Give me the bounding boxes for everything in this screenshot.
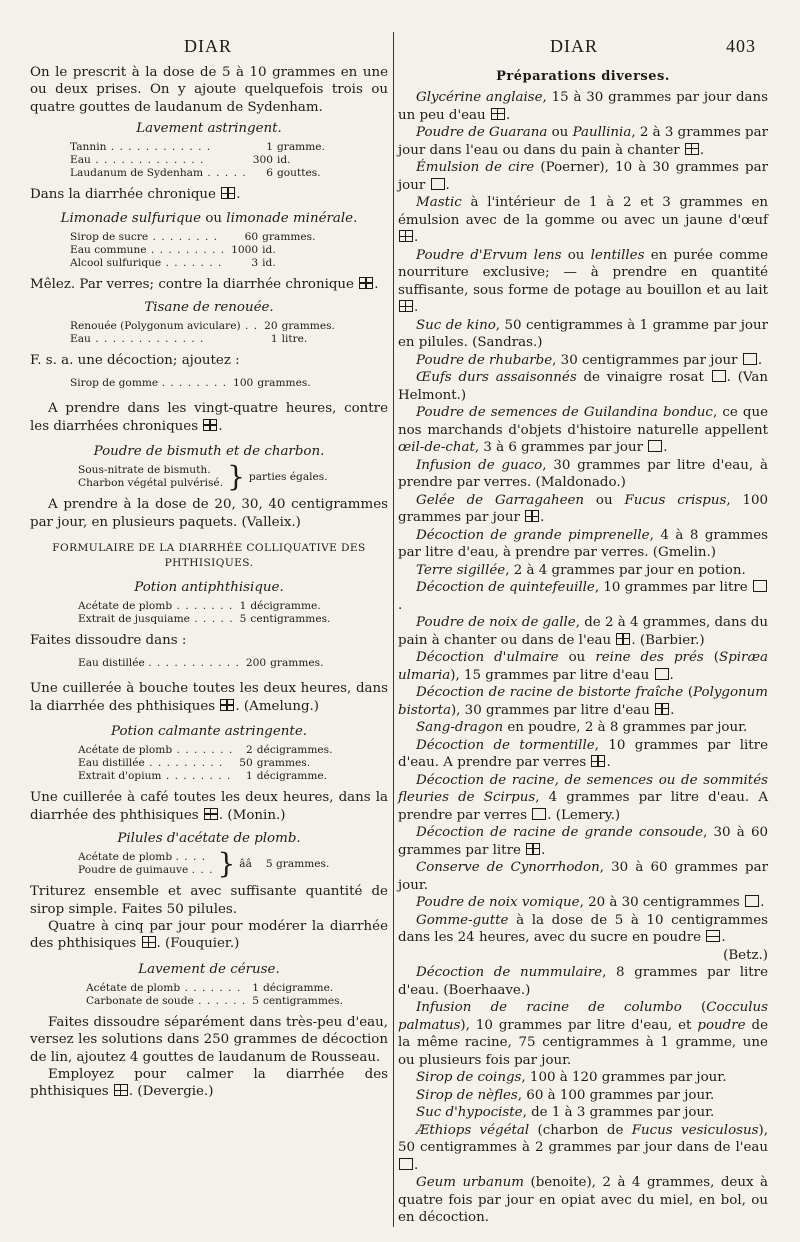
ingredient-qty: 2	[246, 744, 253, 757]
ingredient-qty: 1	[266, 141, 273, 154]
paragraph: Faites dissoudre dans :	[30, 633, 187, 649]
recipe-table	[70, 377, 311, 390]
preparation-item: Geum urbanum (benoite), 2 à 4 grammes, deux à quatre fois par jour en opiat avec du miel, en bol, ou en décoction.	[398, 1175, 768, 1225]
ingredient-qty: 6	[266, 167, 273, 180]
left-running-head: DIAR	[184, 36, 232, 56]
ingredient-qty: 5	[239, 613, 247, 626]
ingredient-unit: id.	[262, 256, 276, 269]
paragraph: F. s. a. une décoction; ajoutez :	[30, 353, 240, 369]
recipe-title: Lavement astringent.	[136, 121, 282, 137]
preparation-item: Décoction de racine, de semences ou de sommités fleuries de Scirpus, 4 grammes par litre d'eau. A prendre par verres . (Lemery.)	[398, 772, 768, 823]
ingredient-unit: gouttes.	[276, 167, 321, 180]
preparation-item: Terre sigillée, 2 à 4 grammes par jour en potion.	[416, 562, 746, 578]
ingredient-unit: id.	[276, 154, 291, 167]
ingredient-unit: grammes.	[281, 320, 335, 333]
empty-box-icon	[655, 668, 669, 680]
ingredient-name: Eau distillée . . . . . . . . . . .	[78, 657, 240, 670]
ingredient-unit: décigrammes.	[256, 744, 333, 757]
preparation-item: Émulsion de cire (Poerner), 10 à 30 grammes par jour .	[398, 160, 768, 193]
column-divider	[393, 32, 394, 1227]
preparation-item: Sirop de coings, 100 à 120 grammes par jour.	[416, 1070, 727, 1085]
recipe-table	[78, 744, 332, 783]
ingredient-name: Sirop de gomme . . . . . . . .	[70, 377, 228, 390]
recipe-table	[70, 141, 325, 180]
plus-box-icon	[220, 699, 234, 711]
empty-box-icon	[743, 353, 757, 365]
preparation-item: Décoction de grande pimprenelle, 4 à 8 grammes par litre d'eau, à prendre par verres. (Gmelin.)	[398, 527, 768, 560]
recipe-row	[86, 995, 343, 1008]
preparation-item: Décoction d'ulmaire ou reine des prés (Spiræa ulmaria), 15 grammes par litre d'eau .	[398, 650, 769, 683]
ingredient-name: Acétate de plomb . . . .	[78, 851, 207, 864]
preparation-item: Poudre de rhubarbe, 30 centigrammes par jour .	[416, 352, 763, 368]
recipe-brace: Sous-nitrate de bismuth. Charbon végétal pulvérisé. } parties égales.	[78, 460, 328, 494]
ingredient-qty: 5	[252, 994, 259, 1007]
preparation-item: Décoction de quintefeuille, 10 grammes par litre .	[398, 579, 768, 614]
preparation-item: Suc de kino, 50 centigrammes à 1 gramme par jour en pilules. (Sandras.)	[398, 317, 768, 350]
ingredient-name: Eau commune . . . . . . . . .	[70, 243, 226, 256]
preparation-item: Décoction de nummulaire, 8 grammes par litre d'eau. (Boerhaave.)	[398, 965, 768, 998]
preparation-item: Poudre de semences de Guilandina bonduc, ce que nos marchands d'objets d'histoire naturelle appellent œil-de-chat, 3 à 6 grammes par jour .	[398, 405, 768, 455]
recipe-table	[86, 982, 343, 1008]
ingredient-qty: 20	[264, 320, 278, 333]
ingredient-unit: 5 grammes.	[265, 857, 330, 870]
plus-box-icon	[525, 510, 539, 522]
preparation-item: Mastic à l'intérieur de 1 à 2 et 3 grammes en émulsion avec de la gomme ou avec un jaune d'œuf .	[398, 195, 768, 245]
recipe-table	[78, 657, 323, 670]
ingredient-unit: gramme.	[276, 141, 325, 154]
paragraph: Faites dissoudre séparément dans très-peu d'eau, versez les solutions dans 250 grammes de décoction de lin, ajoutez 4 gouttes de laudanum de Rousseau.	[30, 1014, 388, 1065]
recipe-title: Potion antiphthisique.	[134, 580, 284, 596]
preparation-item: Poudre de Guarana ou Paullinia, 2 à 3 grammes par jour dans l'eau ou dans du pain à chanter .	[398, 125, 768, 158]
preparation-item: Gelée de Garragaheen ou Fucus crispus, 100 grammes par jour .	[398, 492, 769, 525]
recipe-row	[70, 257, 315, 270]
plus-box-icon	[142, 936, 156, 948]
page-number: 403	[726, 36, 756, 56]
recipe-row	[70, 231, 315, 244]
ingredient-name: Charbon végétal pulvérisé.	[78, 477, 224, 490]
recipe-row	[70, 141, 325, 154]
empty-box-icon	[753, 580, 767, 592]
recipe-row	[70, 167, 325, 180]
empty-box-icon	[648, 440, 662, 452]
paragraph: Mêlez. Par verres; contre la diarrhée chronique .	[30, 276, 379, 292]
plus-box-icon	[616, 633, 630, 645]
paragraph: Triturez ensemble et avec suffisante quantité de sirop simple. Faites 50 pilules.	[30, 884, 388, 917]
ingredient-unit: décigramme.	[262, 981, 334, 994]
recipe-title: Tisane de renouée.	[144, 300, 274, 316]
recipe-title: Limonade sulfurique ou limonade minérale.	[60, 210, 358, 226]
paragraph: A prendre dans les vingt-quatre heures, contre les diarrhées chroniques .	[30, 401, 388, 434]
plus-box-icon	[114, 1084, 128, 1096]
ingredient-name: Extrait de jusquiame . . . . .	[78, 613, 234, 626]
preparation-item: Suc d'hypociste, de 1 à 3 grammes par jour.	[416, 1105, 715, 1120]
empty-box-icon	[712, 370, 726, 382]
plus-box-icon	[399, 300, 413, 312]
recipe-row	[70, 333, 335, 346]
preparation-item: Décoction de racine de grande consoude, 30 à 60 grammes par litre .	[398, 825, 768, 858]
plus-box-icon	[526, 843, 540, 855]
ingredient-qty: 200	[245, 657, 267, 670]
paragraph: Une cuillerée à bouche toutes les deux heures, dans la diarrhée des phthisiques . (Amelung.)	[30, 681, 388, 714]
recipe-table	[70, 231, 315, 270]
minus-box-icon	[706, 930, 720, 942]
ingredient-qty: 1000	[231, 243, 259, 256]
recipe-row	[70, 154, 325, 167]
recipe-row	[70, 244, 315, 257]
plus-box-icon	[591, 755, 605, 767]
ingredient-unit: grammes.	[270, 657, 324, 670]
ingredient-unit: centigrammes.	[250, 613, 331, 626]
paragraph: Dans la diarrhée chronique .	[30, 187, 241, 203]
ingredient-name: Extrait d'opium . . . . . . . .	[78, 770, 232, 783]
plus-box-icon	[491, 108, 505, 120]
preparation-item: Glycérine anglaise, 15 à 30 grammes par jour dans un peu d'eau .	[398, 90, 768, 123]
paragraph: On le prescrit à la dose de 5 à 10 grammes en une ou deux prises. On y ajoute quelquefois trois ou quatre gouttes de laudanum de Sydenham.	[30, 65, 388, 115]
ingredient-name: Carbonate de soude . . . . . .	[86, 994, 247, 1007]
plus-box-icon	[655, 703, 669, 715]
plus-box-icon	[204, 808, 218, 820]
paragraph: Quatre à cinq par jour pour modérer la diarrhée des phthisiques . (Fouquier.)	[30, 918, 388, 952]
ingredient-qty: 60	[244, 230, 259, 243]
plus-box-icon	[399, 230, 413, 242]
ingredient-name: Sous-nitrate de bismuth.	[78, 464, 211, 477]
recipe-row	[78, 757, 332, 770]
ingredient-name: Alcool sulfurique . . . . . . .	[70, 256, 223, 269]
ingredient-unit: grammes.	[257, 377, 311, 390]
recipe-title: Potion calmante astringente.	[111, 724, 307, 740]
ingredient-qty: parties égales.	[248, 470, 328, 483]
section-title: Préparations diverses.	[496, 69, 670, 84]
empty-box-icon	[399, 1158, 413, 1170]
recipe-table	[78, 600, 330, 626]
paragraph: A prendre à la dose de 20, 30, 40 centigrammes par jour, en plusieurs paquets. (Valleix.)	[30, 497, 388, 530]
section-title: FORMULAIRE DE LA DIARRHÉE COLLIQUATIVE DES PHTHISIQUES.	[52, 542, 366, 570]
preparation-item: Æthiops végétal (charbon de Fucus vesiculosus), 50 centigrammes à 2 grammes par jour dans de l'eau .	[398, 1122, 768, 1173]
plus-box-icon	[685, 143, 699, 155]
ingredient-unit: centigrammes.	[262, 994, 343, 1007]
preparation-item: Poudre de noix de galle, de 2 à 4 grammes, dans du pain à chanter ou dans de l'eau . (Barbier.)	[398, 615, 768, 648]
empty-box-icon	[745, 895, 759, 907]
ingredient-name: Acétate de plomb . . . . . . .	[86, 981, 242, 994]
recipe-row	[78, 770, 332, 783]
recipe-row	[86, 982, 343, 995]
ingredient-qty: 300	[252, 154, 273, 167]
recipe-title: Lavement de céruse.	[138, 961, 280, 977]
preparation-item: Décoction de tormentille, 10 grammes par litre d'eau. A prendre par verres .	[398, 737, 768, 770]
preparations-list	[398, 89, 768, 1227]
empty-box-icon	[431, 178, 445, 190]
ingredient-unit: grammes.	[262, 230, 316, 243]
ingredient-name: Acétate de plomb . . . . . . .	[78, 744, 234, 757]
ingredient-name: Acétate de plomb . . . . . . .	[78, 600, 234, 613]
paragraph: Une cuillerée à café toutes les deux heures, dans la diarrhée des phthisiques . (Monin.)	[30, 790, 388, 823]
ingredient-qty: ââ	[239, 857, 252, 870]
preparation-item: Conserve de Cynorrhodon, 30 à 60 grammes par jour.	[398, 860, 768, 893]
ingredient-unit: décigramme.	[256, 770, 328, 783]
recipe-title: Poudre de bismuth et de charbon.	[93, 444, 325, 460]
ingredient-unit: id.	[262, 243, 276, 256]
ingredient-name: Renouée (Polygonum aviculare) . .	[70, 320, 259, 333]
recipe-title: Pilules d'acétate de plomb.	[117, 831, 301, 847]
ingredient-qty: 100	[233, 377, 254, 390]
preparation-item: Infusion de racine de columbo (Cocculus palmatus), 10 grammes par litre d'eau, et poudre de la même racine, 75 centigrammes à 1 gramme, une ou plusieurs fois par jour.	[398, 1000, 768, 1068]
ingredient-unit: grammes.	[256, 757, 311, 770]
ingredient-name: Sirop de sucre . . . . . . . .	[70, 230, 219, 243]
plus-box-icon	[359, 277, 373, 289]
ingredient-qty: 1	[252, 981, 259, 994]
ingredient-qty: 1	[246, 770, 253, 783]
preparation-item: Décoction de racine de bistorte fraîche (Polygonum bistorta), 30 grammes par litre d'eau .	[398, 685, 769, 718]
plus-box-icon	[221, 187, 235, 199]
preparation-item: Gomme-gutte à la dose de 5 à 10 centigrammes dans les 24 heures, avec du sucre en poudre . (Betz.)	[398, 912, 768, 963]
recipe-row	[78, 744, 332, 757]
preparation-item: Poudre d'Ervum lens ou lentilles en purée comme nourriture exclusive; — à prendre en quantité suffisante, sous forme de potage au bouillon et au lait .	[398, 247, 768, 315]
ingredient-name: Eau distillée . . . . . . . . .	[78, 757, 224, 770]
ingredient-name: Eau . . . . . . . . . . . . .	[70, 154, 205, 167]
preparation-item: Sang-dragon en poudre, 2 à 8 grammes par jour.	[416, 720, 748, 735]
recipe-row	[78, 600, 330, 613]
empty-box-icon	[532, 808, 546, 820]
recipe-row	[70, 320, 335, 333]
ingredient-name: Laudanum de Sydenham . . . . .	[70, 167, 247, 180]
recipe-row	[78, 613, 330, 626]
preparation-item: Infusion de guaco, 30 grammes par litre d'eau, à prendre par verres. (Maldonado.)	[398, 457, 768, 490]
preparation-item: Sirop de nèfles, 60 à 100 grammes par jour.	[416, 1087, 715, 1103]
ingredient-qty: 1	[270, 333, 278, 346]
recipe-brace: Acétate de plomb . . . . Poudre de guimauve . . . } ââ 5 grammes.	[78, 847, 330, 881]
ingredient-qty: 50	[239, 757, 253, 770]
ingredient-qty: 1	[239, 600, 247, 613]
plus-box-icon	[203, 419, 217, 431]
ingredient-name: Tannin . . . . . . . . . . . .	[70, 141, 212, 154]
ingredient-name: Eau . . . . . . . . . . . . .	[70, 333, 205, 346]
paragraph: Employez pour calmer la diarrhée des phthisiques . (Devergie.)	[30, 1066, 388, 1100]
right-running-head: DIAR	[550, 36, 598, 56]
recipe-table	[70, 320, 335, 346]
preparation-item: Poudre de noix vomique, 20 à 30 centigrammes .	[416, 895, 765, 910]
ingredient-name: Poudre de guimauve . . .	[78, 864, 214, 877]
ingredient-unit: litre.	[281, 333, 308, 346]
ingredient-qty: 3	[251, 256, 259, 269]
ingredient-unit: décigramme.	[250, 600, 321, 613]
preparation-item: Œufs durs assaisonnés de vinaigre rosat . (Van Helmont.)	[398, 370, 768, 403]
